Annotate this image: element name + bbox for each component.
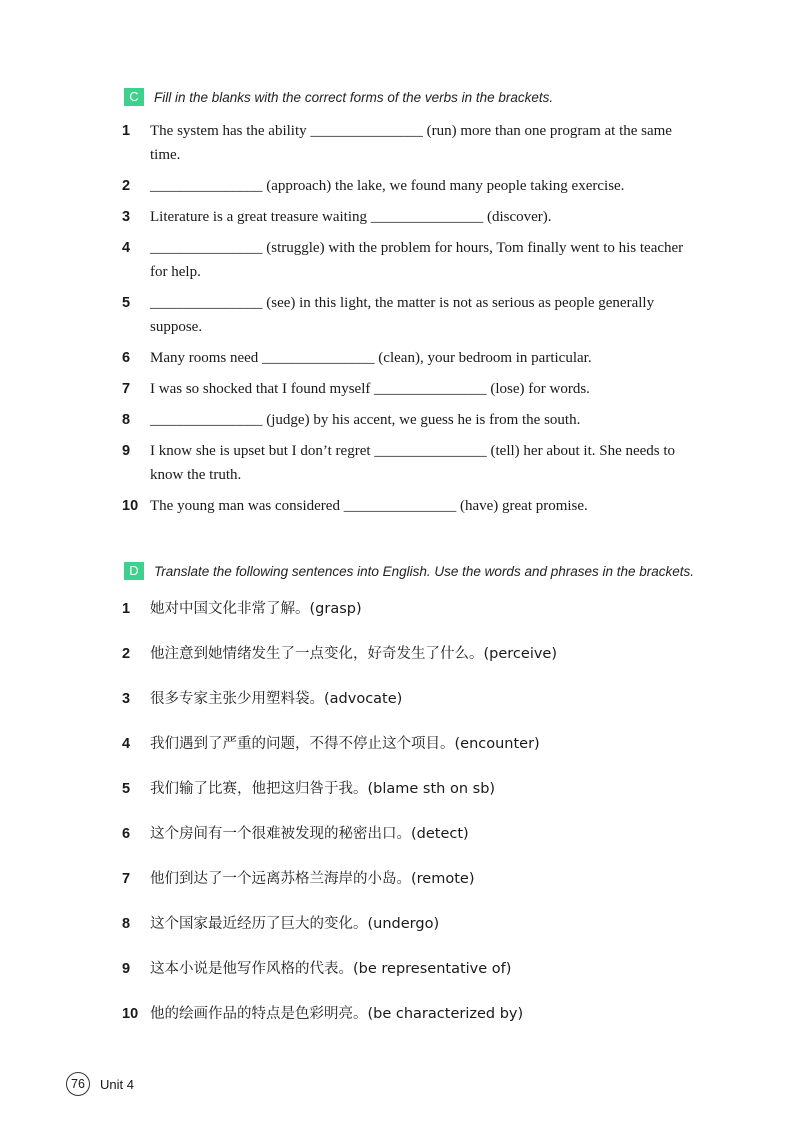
list-item (122, 236, 702, 284)
section-c-list (122, 119, 702, 525)
item-text: 这个房间有一个很难被发现的秘密出口。(detect) (150, 826, 469, 842)
item-text: _______________ (see) in this light, the matter is not as serious as people generally suppose. (150, 295, 655, 335)
item-number: 4 (122, 240, 131, 256)
item-text: _______________ (approach) the lake, we found many people taking exercise. (150, 178, 625, 194)
page-footer (66, 1072, 134, 1096)
list-item (122, 439, 702, 487)
item-text: I was so shocked that I found myself _______________ (lose) for words. (150, 381, 590, 397)
list-item (122, 291, 702, 339)
list-item (122, 867, 702, 891)
list-item (122, 597, 702, 621)
list-item (122, 777, 702, 801)
item-text: _______________ (judge) by his accent, we guess he is from the south. (150, 412, 581, 428)
section-c-instruction: Fill in the blanks with the correct forms of the verbs in the brackets. (154, 89, 554, 105)
list-item (122, 732, 702, 756)
item-number: 6 (122, 826, 131, 842)
list-item (122, 205, 702, 229)
page-number: 76 (66, 1072, 90, 1096)
item-text: Many rooms need _______________ (clean), your bedroom in particular. (150, 350, 592, 366)
item-number: 8 (122, 916, 131, 932)
list-item (122, 687, 702, 711)
item-number: 7 (122, 381, 131, 397)
list-item (122, 119, 702, 167)
section-c-badge: C (124, 88, 144, 106)
item-text: 我们遇到了严重的问题，不得不停止这个项目。(encounter) (150, 736, 540, 752)
item-text: I know she is upset but I don’t regret _______________ (tell) her about it. She needs to know the truth. (150, 443, 676, 483)
item-number: 3 (122, 691, 131, 707)
item-text: The young man was considered _______________ (have) great promise. (150, 498, 588, 514)
unit-label: Unit 4 (100, 1076, 134, 1092)
item-number: 5 (122, 781, 131, 797)
item-number: 7 (122, 871, 131, 887)
list-item (122, 642, 702, 666)
item-number: 8 (122, 412, 131, 428)
item-text: 我们输了比赛，他把这归咎于我。(blame sth on sb) (150, 781, 496, 797)
item-text: 她对中国文化非常了解。(grasp) (150, 601, 362, 617)
item-number: 1 (122, 123, 131, 139)
item-number: 5 (122, 295, 131, 311)
item-number: 10 (122, 1006, 139, 1022)
item-number: 2 (122, 646, 131, 662)
item-text: The system has the ability _______________ (run) more than one program at the same time. (150, 123, 672, 163)
item-number: 10 (122, 498, 139, 514)
list-item (122, 1002, 702, 1026)
item-text: 他的绘画作品的特点是色彩明亮。(be characterized by) (150, 1006, 524, 1022)
item-text: 他们到达了一个远离苏格兰海岸的小岛。(remote) (150, 871, 475, 887)
item-text: 这个国家最近经历了巨大的变化。(undergo) (150, 916, 440, 932)
item-text: 很多专家主张少用塑料袋。(advocate) (150, 691, 403, 707)
item-text: _______________ (struggle) with the problem for hours, Tom finally went to his teacher for help. (150, 240, 684, 280)
list-item (122, 912, 702, 936)
item-number: 9 (122, 961, 131, 977)
list-item (122, 377, 702, 401)
list-item (122, 346, 702, 370)
item-text: 他注意到她情绪发生了一点变化，好奇发生了什么。(perceive) (150, 646, 558, 662)
section-d-header (124, 562, 694, 580)
section-d-list (122, 597, 702, 1047)
item-number: 2 (122, 178, 131, 194)
item-text: 这本小说是他写作风格的代表。(be representative of) (150, 961, 512, 977)
list-item (122, 822, 702, 846)
item-number: 3 (122, 209, 131, 225)
section-d-badge: D (124, 562, 144, 580)
section-d-instruction: Translate the following sentences into English. Use the words and phrases in the brackets. (154, 563, 695, 579)
item-number: 4 (122, 736, 131, 752)
section-c-header (124, 88, 553, 106)
list-item (122, 957, 702, 981)
item-number: 6 (122, 350, 131, 366)
list-item (122, 408, 702, 432)
item-number: 1 (122, 601, 131, 617)
item-number: 9 (122, 443, 131, 459)
list-item (122, 494, 702, 518)
list-item (122, 174, 702, 198)
item-text: Literature is a great treasure waiting _______________ (discover). (150, 209, 552, 225)
